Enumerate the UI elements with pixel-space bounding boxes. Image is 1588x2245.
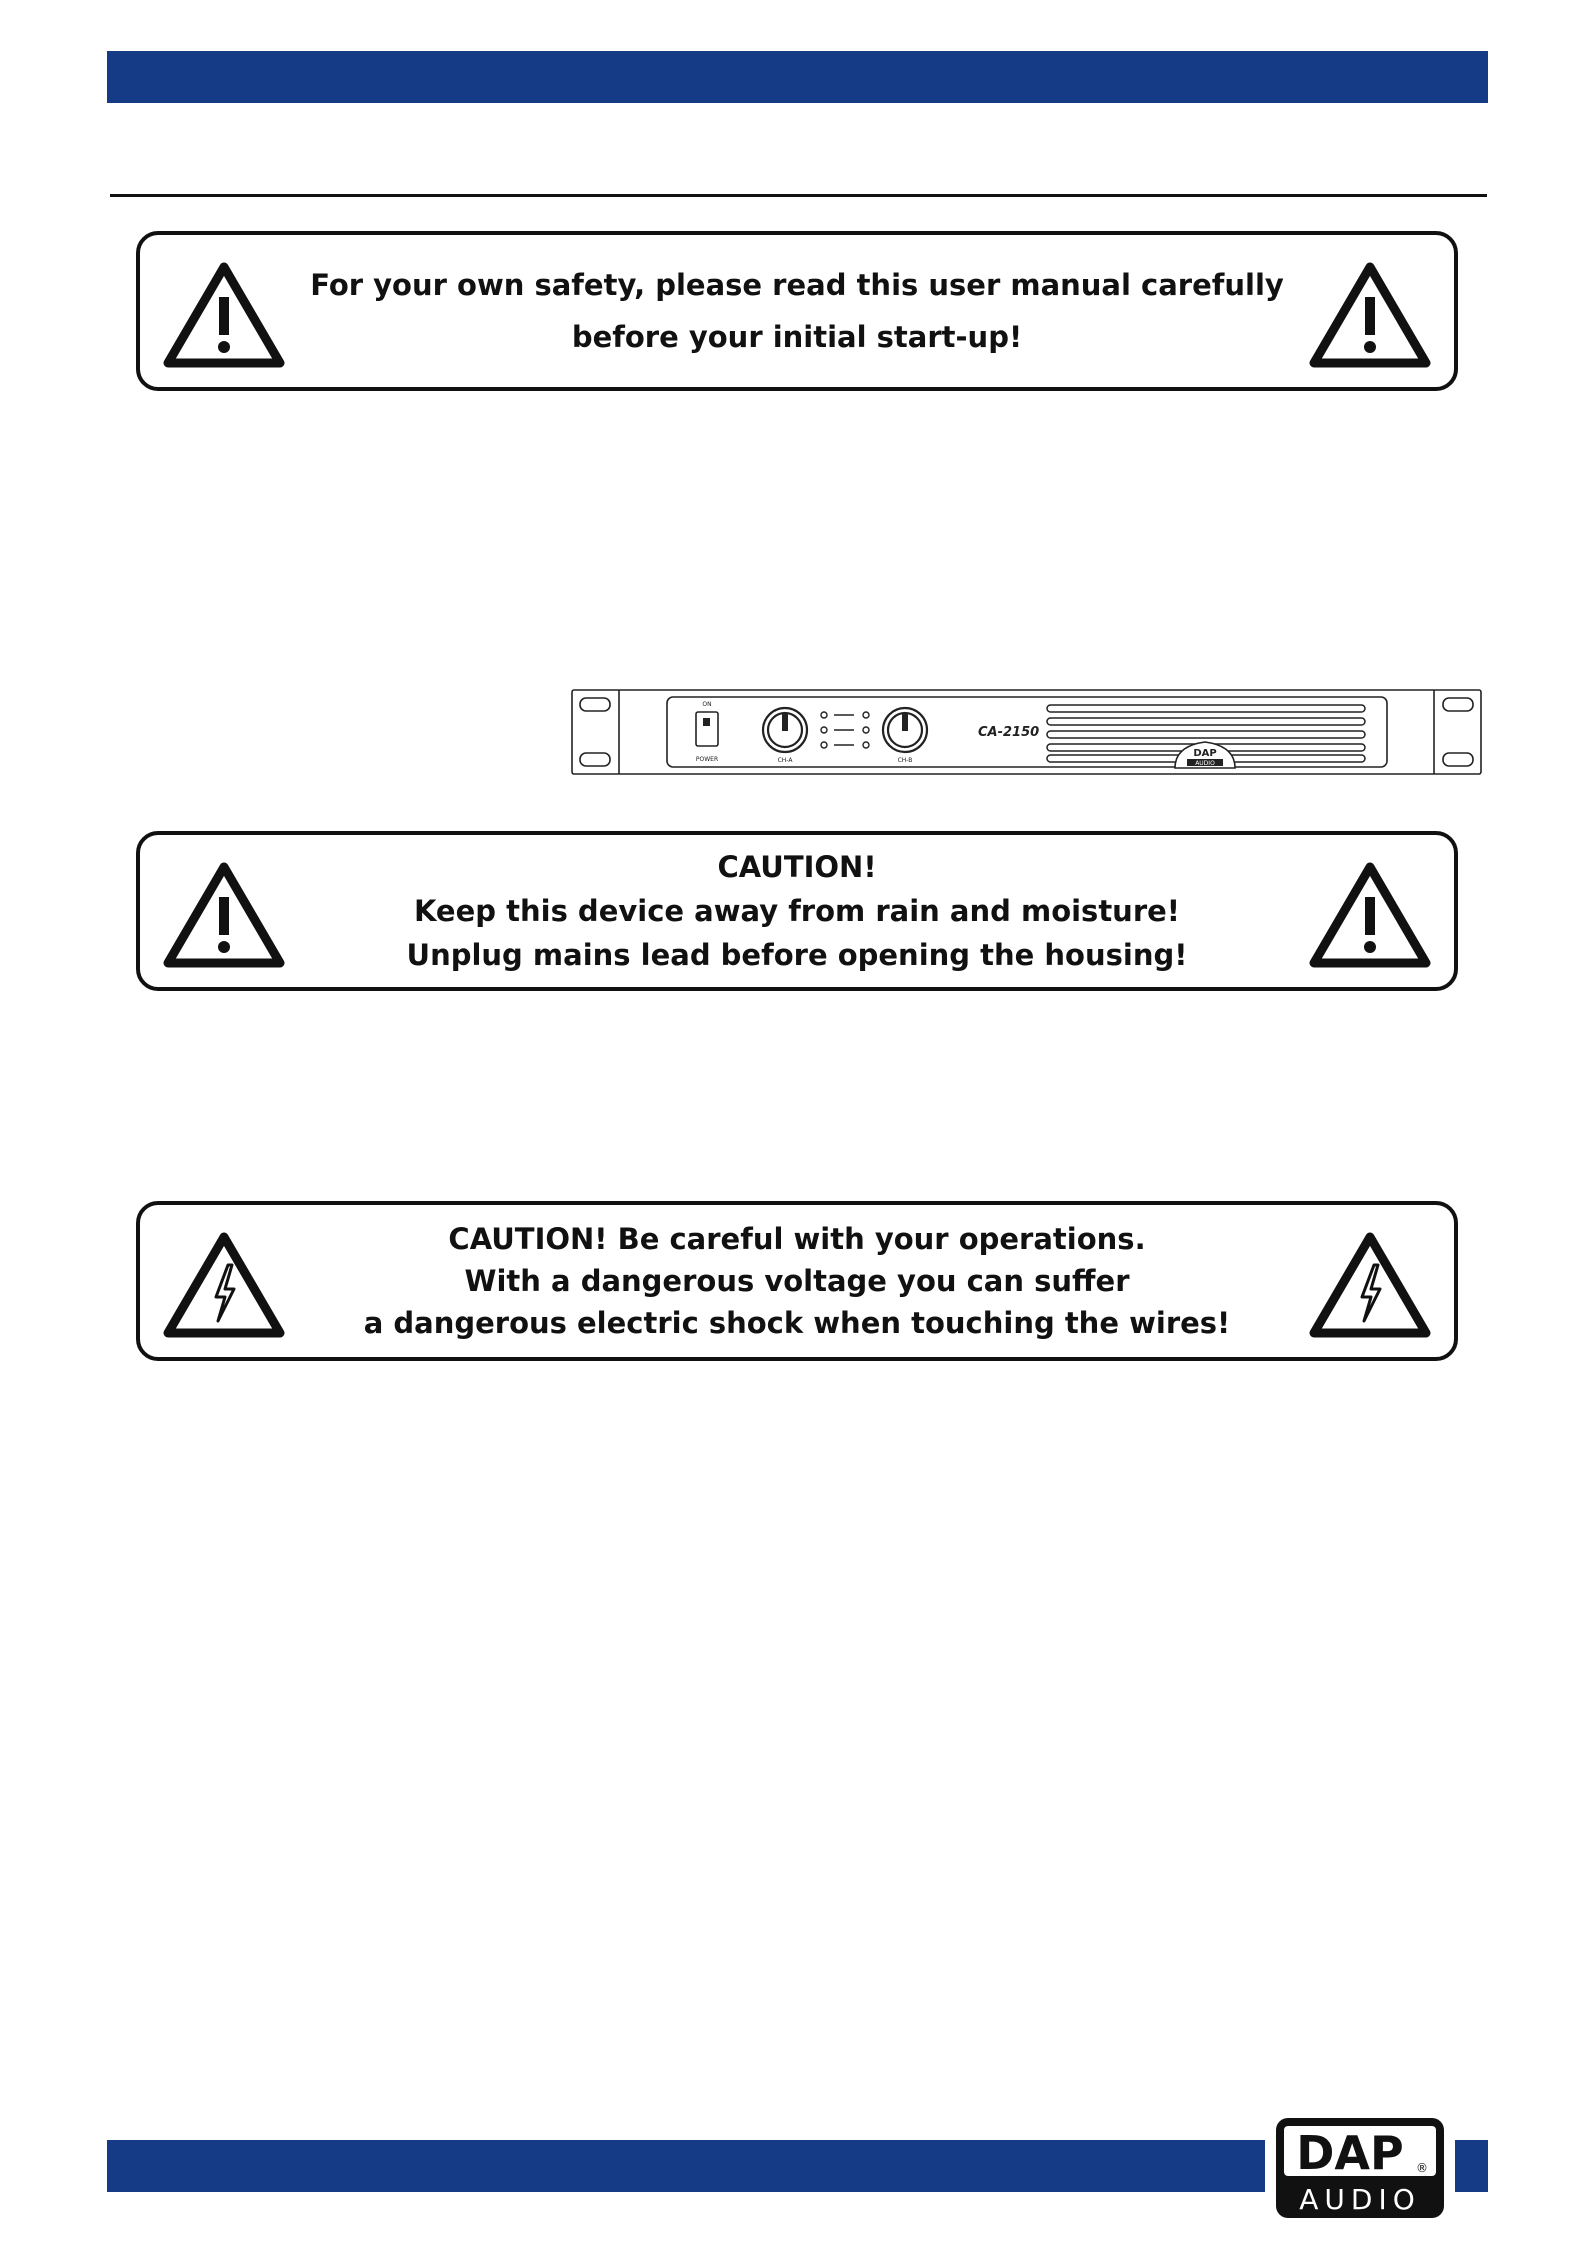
warning-line: a dangerous electric shock when touching the wires! bbox=[363, 1306, 1231, 1340]
exclamation-warning-icon bbox=[162, 861, 286, 969]
warning-line: With a dangerous voltage you can suffer bbox=[464, 1264, 1130, 1298]
logo-brand-top: DAP bbox=[1296, 2126, 1404, 2180]
moisture-caution-text bbox=[300, 835, 1294, 987]
safety-warning-box bbox=[136, 231, 1458, 391]
warning-line: before your initial start-up! bbox=[571, 320, 1023, 354]
header-bar bbox=[107, 51, 1488, 103]
electric-shock-caution-box bbox=[136, 1201, 1458, 1361]
amplifier-front-panel-drawing bbox=[571, 688, 1482, 776]
logo-brand-bottom: AUDIO bbox=[1299, 2183, 1421, 2216]
header-rule bbox=[110, 194, 1487, 197]
registered-mark: ® bbox=[1416, 2161, 1428, 2175]
warning-line: Unplug mains lead before opening the housing! bbox=[406, 938, 1188, 972]
exclamation-warning-icon bbox=[1308, 861, 1432, 969]
dap-audio-logo bbox=[1274, 2116, 1446, 2220]
panel-brand-top: DAP bbox=[1193, 748, 1217, 759]
power-label: POWER bbox=[695, 756, 719, 763]
electric-shock-caution-text bbox=[300, 1205, 1294, 1357]
warning-line: For your own safety, please read this user manual carefully bbox=[310, 268, 1284, 302]
warning-line: CAUTION! Be careful with your operations. bbox=[448, 1222, 1146, 1256]
footer-bar bbox=[107, 2140, 1265, 2192]
exclamation-warning-icon bbox=[1308, 261, 1432, 369]
channel-b-label: CH-B bbox=[897, 757, 913, 764]
panel-brand-bottom: AUDIO bbox=[1195, 760, 1215, 767]
safety-warning-text bbox=[300, 235, 1294, 387]
high-voltage-warning-icon bbox=[1308, 1231, 1432, 1339]
channel-a-label: CH-A bbox=[777, 757, 793, 764]
model-name: CA-2150 bbox=[978, 725, 1040, 740]
svg-text:ON: ON bbox=[702, 701, 712, 708]
moisture-caution-box bbox=[136, 831, 1458, 991]
footer-bar-end bbox=[1455, 2140, 1488, 2192]
exclamation-warning-icon bbox=[162, 261, 286, 369]
high-voltage-warning-icon bbox=[162, 1231, 286, 1339]
warning-line: Keep this device away from rain and moisture! bbox=[413, 894, 1181, 928]
warning-line: CAUTION! bbox=[717, 850, 877, 884]
